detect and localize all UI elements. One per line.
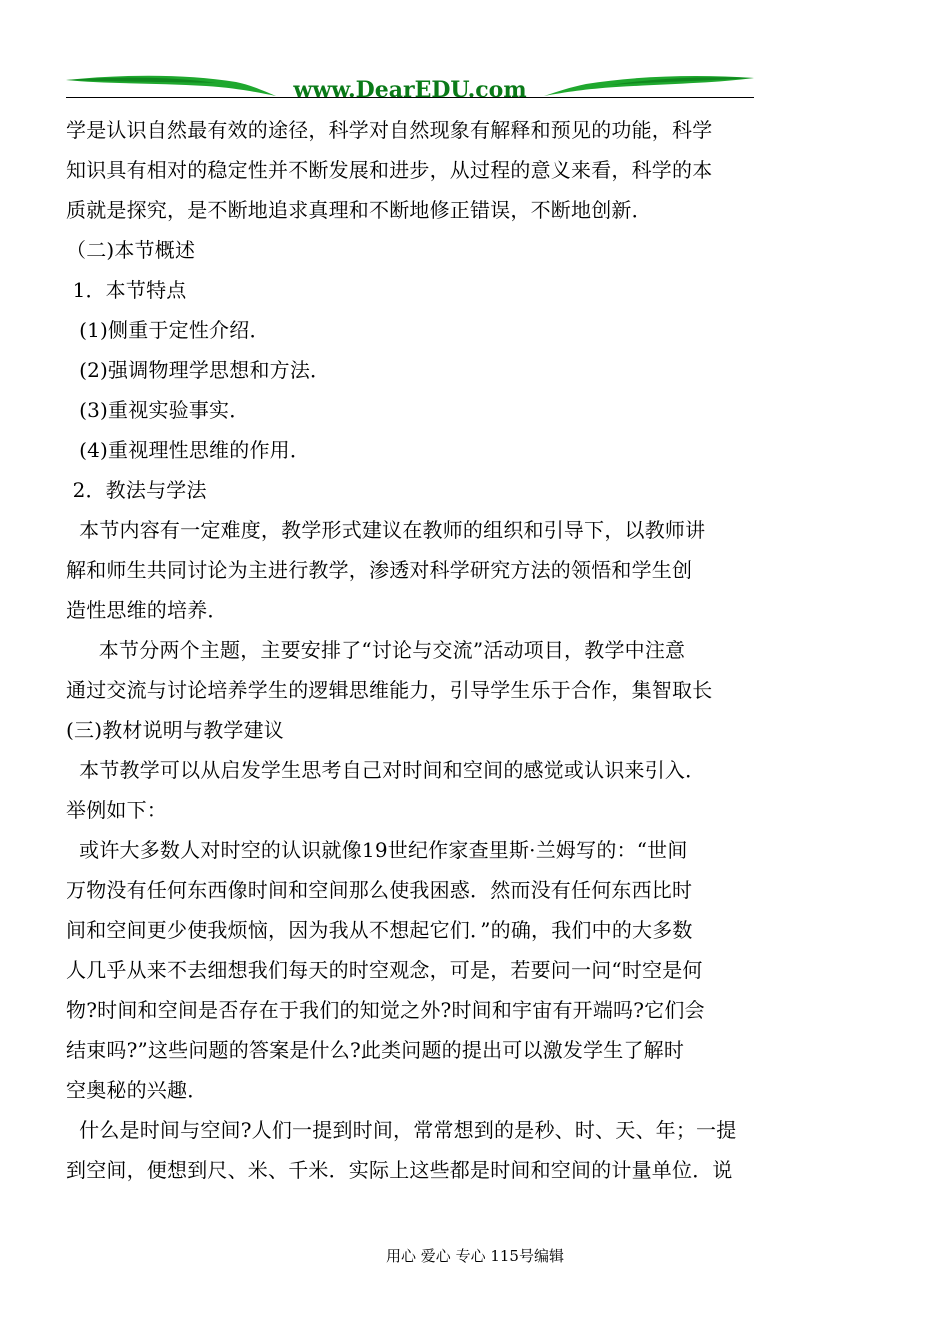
list-item: (3)重视实验事实． xyxy=(66,398,250,422)
subsection-heading: 2．教法与学法 xyxy=(66,478,207,502)
text-line: 间和空间更少使我烦恼，因为我从不想起它们．”的确，我们中的大多数 xyxy=(66,918,693,942)
text-line: 通过交流与讨论培养学生的逻辑思维能力，引导学生乐于合作，集智取长 xyxy=(66,678,713,702)
text-line: 知识具有相对的稳定性并不断发展和进步，从过程的意义来看，科学的本 xyxy=(66,158,713,182)
list-item: (4)重视理性思维的作用． xyxy=(66,438,311,462)
text-line: 本节内容有一定难度，教学形式建议在教师的组织和引导下，以教师讲 xyxy=(66,518,706,542)
text-line: 物?时间和空间是否存在于我们的知觉之外?时间和宇宙有开端吗?它们会 xyxy=(66,998,705,1022)
page-footer: 用心 爱心 专心 115号编辑 xyxy=(386,1247,564,1265)
text-line: 到空间，便想到尺、米、千米．实际上这些都是时间和空间的计量单位．说 xyxy=(66,1158,733,1182)
section-heading: (三)教材说明与教学建议 xyxy=(66,718,285,742)
text-line: 解和师生共同讨论为主进行教学，渗透对科学研究方法的领悟和学生创 xyxy=(66,558,693,582)
text-line: 什么是时间与空间?人们一提到时间，常常想到的是秒、时、天、年；一提 xyxy=(66,1118,737,1142)
text-line: 本节教学可以从启发学生思考自己对时间和空间的感觉或认识来引入． xyxy=(66,758,706,782)
document-body xyxy=(66,110,756,1190)
text-line: 质就是探究，是不断地追求真理和不断地修正错误，不断地创新． xyxy=(66,198,652,222)
text-line: 造性思维的培养． xyxy=(66,598,228,622)
subsection-heading: 1．本节特点 xyxy=(66,278,187,302)
text-line: 人几乎从来不去细想我们每天的时空观念，可是，若要问一问“时空是何 xyxy=(66,958,703,982)
text-line: 结束吗?”这些问题的答案是什么?此类问题的提出可以激发学生了解时 xyxy=(66,1038,685,1062)
text-line: 学是认识自然最有效的途径，科学对自然现象有解释和预见的功能，科学 xyxy=(66,118,713,142)
text-line: 举例如下： xyxy=(66,798,167,822)
list-item: (2)强调物理学思想和方法． xyxy=(66,358,331,382)
text-line: 本节分两个主题，主要安排了“讨论与交流”活动项目，教学中注意 xyxy=(66,638,686,662)
text-line: 或许大多数人对时空的认识就像19世纪作家查里斯·兰姆写的：“世间 xyxy=(66,838,688,862)
section-heading: （二)本节概述 xyxy=(66,238,196,262)
text-line: 空奥秘的兴趣． xyxy=(66,1078,208,1102)
header-rule xyxy=(66,97,754,98)
site-name: www.DearEDU.com xyxy=(293,77,527,102)
list-item: (1)侧重于定性介绍． xyxy=(66,318,270,342)
text-line: 万物没有任何东西像时间和空间那么使我困惑．然而没有任何东西比时 xyxy=(66,878,693,902)
